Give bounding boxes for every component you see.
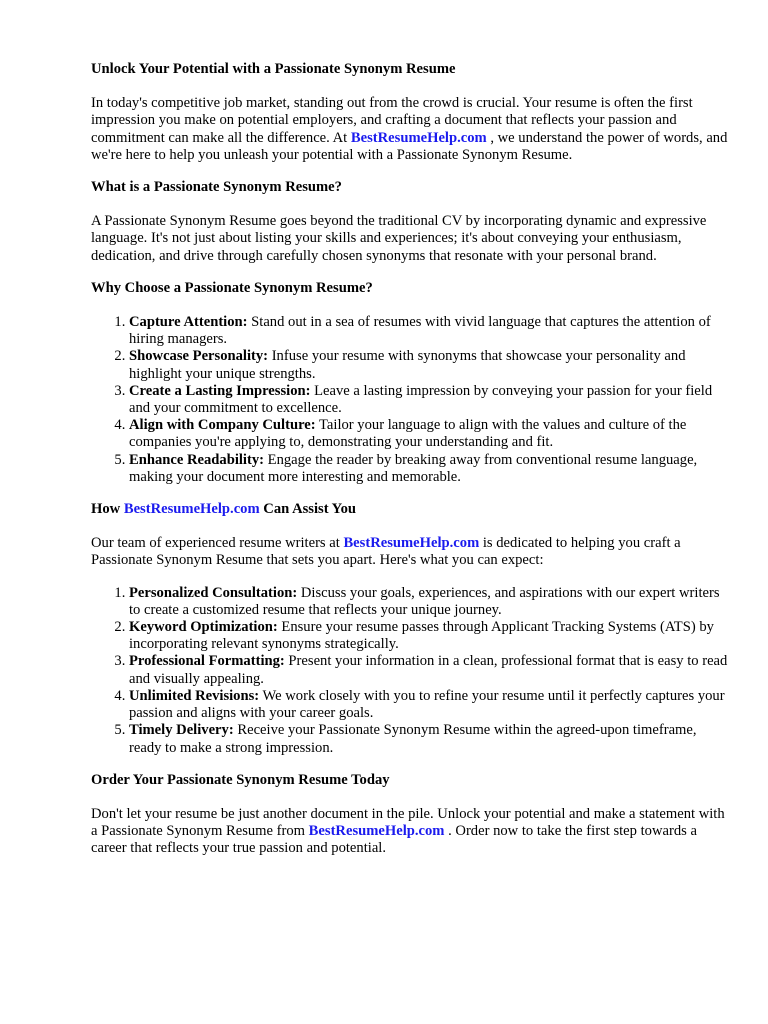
intro-text-before: In today's competitive job market, standing out from the crowd is crucial. Your resume is often the first impression you make on potential employers, and crafting a document that reflects your passion and commitment can make all the difference. At: [91, 95, 693, 146]
how-text-after: is dedicated to helping you craft a Passionate Synonym Resume that sets you apart. Here's what you can expect:: [91, 535, 681, 569]
list-item: [129, 688, 728, 722]
intro-site-link[interactable]: BestResumeHelp.com: [350, 129, 487, 146]
list-item-term: Personalized Consultation:: [129, 584, 298, 601]
list-item: [129, 348, 728, 382]
list-item-desc: Tailor your language to align with the values and culture of the companies you're applying to, demonstrating your understanding and fit.: [129, 417, 687, 451]
intro-paragraph: [91, 95, 728, 164]
list-item-desc: Stand out in a sea of resumes with vivid language that captures the attention of hiring managers.: [129, 314, 711, 348]
list-item-desc: Infuse your resume with synonyms that showcase your personality and highlight your unique strengths.: [129, 348, 686, 382]
document-title: Unlock Your Potential with a Passionate Synonym Resume: [91, 61, 456, 77]
how-heading-after: Can Assist You: [259, 501, 357, 518]
list-item-desc: Receive your Passionate Synonym Resume within the agreed-upon timeframe, ready to make a strong impression.: [129, 722, 697, 756]
list-item: [129, 585, 728, 619]
what-paragraph: A Passionate Synonym Resume goes beyond the traditional CV by incorporating dynamic and expressive language. It's not just about listing your skills and experiences; it's about conveying your enthusiasm, dedication, and drive through carefully chosen synonyms that resonate with your personal brand.: [91, 213, 707, 264]
how-site-link[interactable]: BestResumeHelp.com: [343, 535, 480, 552]
list-item-term: Professional Formatting:: [129, 653, 285, 670]
order-text-before: Don't let your resume be just another document in the pile. Unlock your potential and make a statement with a Passionate Synonym Resume from: [91, 805, 725, 840]
order-text-after: . Order now to take the first step towards a career that reflects your true passion and potential.: [91, 823, 697, 857]
how-heading: [91, 501, 728, 518]
list-item-term: Keyword Optimization:: [129, 619, 278, 636]
list-item-desc: Ensure your resume passes through Applicant Tracking Systems (ATS) by incorporating relevant synonyms strategically.: [129, 619, 714, 653]
list-item: [129, 722, 728, 756]
list-item-desc: Engage the reader by breaking away from conventional resume language, making your document more interesting and memorable.: [129, 451, 698, 485]
list-item-desc: Discuss your goals, experiences, and aspirations with our expert writers to create a customized resume that reflects your unique journey.: [129, 584, 720, 618]
list-item: [129, 653, 728, 687]
why-list: [91, 314, 728, 486]
list-item-desc: Present your information in a clean, professional format that is easy to read and visually appealing.: [129, 653, 728, 687]
what-heading: What is a Passionate Synonym Resume?: [91, 179, 342, 196]
list-item: [129, 383, 728, 417]
order-site-link[interactable]: BestResumeHelp.com: [308, 823, 445, 840]
list-item: [129, 417, 728, 451]
how-heading-site-link[interactable]: BestResumeHelp.com: [123, 501, 260, 518]
list-item-term: Enhance Readability:: [129, 451, 265, 468]
list-item: [129, 314, 728, 348]
list-item: [129, 452, 728, 486]
list-item-term: Timely Delivery:: [129, 722, 234, 739]
how-heading-before: How: [91, 501, 124, 518]
list-item-term: Unlimited Revisions:: [129, 687, 260, 704]
intro-text-after: , we understand the power of words, and we're here to help you unleash your potential with a Passionate Synonym Resume.: [91, 129, 728, 163]
list-item-term: Create a Lasting Impression:: [129, 382, 311, 399]
why-heading: Why Choose a Passionate Synonym Resume?: [91, 279, 373, 296]
list-item-term: Showcase Personality:: [129, 348, 269, 365]
how-text-before: Our team of experienced resume writers at: [91, 535, 344, 552]
list-item-term: Align with Company Culture:: [129, 417, 316, 434]
document-page: [91, 61, 728, 858]
order-heading: Order Your Passionate Synonym Resume Today: [91, 771, 390, 788]
order-paragraph: [91, 806, 728, 858]
list-item-desc: We work closely with you to refine your resume until it perfectly captures your passion and aligns with your career goals.: [129, 687, 725, 722]
how-list: [91, 585, 728, 757]
list-item-desc: Leave a lasting impression by conveying your passion for your field and your commitment to excellence.: [129, 382, 713, 417]
how-paragraph: [91, 535, 728, 569]
list-item-term: Capture Attention:: [129, 314, 248, 331]
list-item: [129, 619, 728, 653]
